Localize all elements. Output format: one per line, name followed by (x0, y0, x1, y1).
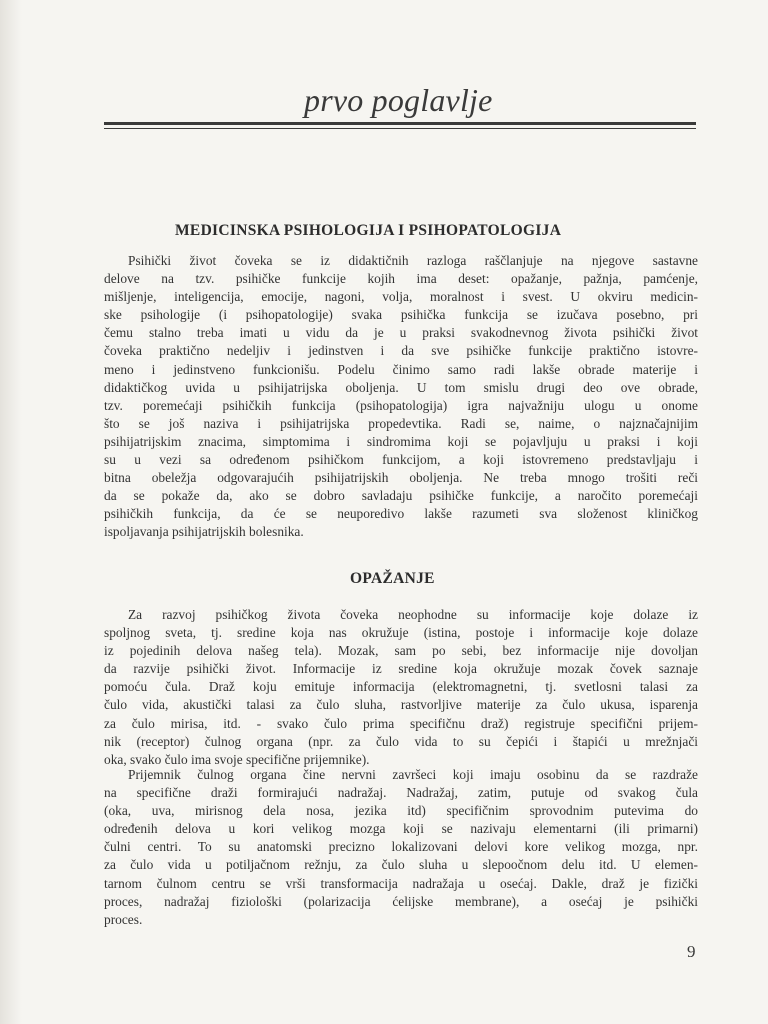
chapter-title: prvo poglavlje (304, 82, 493, 118)
text-line: za čulo mirisa, itd. - svako čulo prima specifičnu draž) registruje specifični prijem- (104, 715, 698, 731)
text-line: nik (receptor) čulnog organa (npr. za čulo vida to su čepići i štapići u mrežnjači (104, 733, 698, 749)
text-line: Prijemnik čulnog organa čine nervni završeci koji imaju osobinu da se razdraže (128, 767, 698, 782)
text-line: tarnom čulnom centru se vrši transformacija nadražaja u osećaj. Dakle, draž je fizički (104, 875, 698, 891)
text-line: tzv. poremećaji psihičkih funkcija (psihopatologija) igra najvažniju ulogu u onome (104, 397, 698, 413)
text-line: čulo vida, akustički talasi za čulo sluha, rastvorljive materije za čulo ukusa, isparenja (104, 697, 698, 713)
text-line: psihičkih funkcija, da će se neuporedivo lakše razumeti sva složenost kliničkog (104, 506, 698, 522)
text-line: iz pojedinih delova našeg tela). Mozak, sam po sebi, bez informacije nije dovoljan (104, 643, 698, 659)
text-line: proces. (104, 911, 143, 927)
paragraph-perception-2 (104, 766, 698, 929)
header-rule-thin (104, 128, 696, 129)
section-heading-perception: OPAŽANJE (350, 570, 435, 587)
header-rule-thick (104, 122, 696, 125)
text-line: oka, svako čulo ima svoje specifične prijemnike). (104, 751, 370, 767)
text-line: su u vezi sa određenom psihičkom funkcijom, a koji istovremeno predstavljaju i (104, 452, 698, 468)
text-line: na specifične draži formirajući nadražaj. Nadražaj, zatim, putuje od svakog čula (104, 785, 698, 801)
text-line: ske psihologije (i psihopatologije) svaka psihička funkcija se izučava posebno, pri (104, 307, 698, 323)
text-line: Psihički život čoveka se iz didaktičnih razloga raščlanjuje na njegove sastavne (128, 253, 698, 268)
paragraph-intro (104, 252, 698, 542)
text-line: da se pokaže da, ako se dobro savladaju psihičke funkcije, a naročito poremećaji (104, 488, 698, 504)
text-line: spoljnog sveta, tj. sredine koja nas okružuje (istina, postoje i informacije koje dolaze (104, 625, 698, 641)
text-line: bitna obeležja odgovarajućih psihijatrijskih oboljenja. Ne treba mnogo trošiti reči (104, 470, 698, 486)
text-line: mišljenje, inteligencija, emocije, nagoni, volja, moralnost i svest. U okviru medicin- (104, 289, 698, 305)
chapter-header (104, 74, 696, 130)
page-number: 9 (687, 942, 696, 961)
text-line: čemu stalno treba imati u vidu da je u praksi svakodnevnog života psihički život (104, 325, 698, 341)
paragraph-perception-1 (104, 606, 698, 769)
text-line: određenih delova u kori velikog mozga koji se nazivaju elementarni (ili primarni) (104, 821, 698, 837)
text-line: didaktičkog uvida u psihijatrijska oboljenja. U tom smislu drugi deo ove obrade, (104, 379, 698, 395)
section-heading-medical-psychology: MEDICINSKA PSIHOLOGIJA I PSIHOPATOLOGIJA (175, 222, 562, 239)
text-line: Za razvoj psihičkog života čoveka neophodne su informacije koje dolaze iz (128, 607, 698, 622)
page-edge-shadow (0, 0, 22, 1024)
text-line: ispoljavanja psihijatrijskih bolesnika. (104, 524, 304, 540)
text-line: proces, nadražaj fiziološki (polarizacija ćelijske membrane), a osećaj je psihički (104, 893, 698, 909)
text-line: psihijatrijskim znacima, simptomima i sindromima koji se pojavljuju u praksi i koji (104, 433, 698, 449)
text-line: čulni centri. To su anatomski precizno lokalizovani delovi kore velikog mozga, npr. (104, 839, 698, 855)
text-line: čoveka praktično nedeljiv i jedinstven i da sve psihičke funkcije praktično istovre- (104, 343, 698, 359)
text-line: (oka, uva, mirisnog dela nosa, jezika itd) specifičnim sprovodnim putevima do (104, 803, 698, 819)
text-line: što se još naziva i psihijatrijska propedevtika. Radi se, naime, o najznačajnijim (104, 415, 698, 431)
text-line: meno i jedinstveno funkcionišu. Podelu činimo samo radi lakše obrade materije i (104, 361, 698, 377)
text-line: za čulo vida u potiljačnom režnju, za čulo sluha u slepoočnom delu itd. U elemen- (104, 857, 698, 873)
text-line: da razvije psihički život. Informacije iz sredine koja okružuje mozak čovek saznaje (104, 661, 698, 677)
text-line: delove na tzv. psihičke funkcije kojih ima deset: opažanje, pažnja, pamćenje, (104, 271, 698, 287)
text-line: pomoću čula. Draž koju emituje informacija (elektromagnetni, tj. svetlosni talasi za (104, 679, 698, 695)
